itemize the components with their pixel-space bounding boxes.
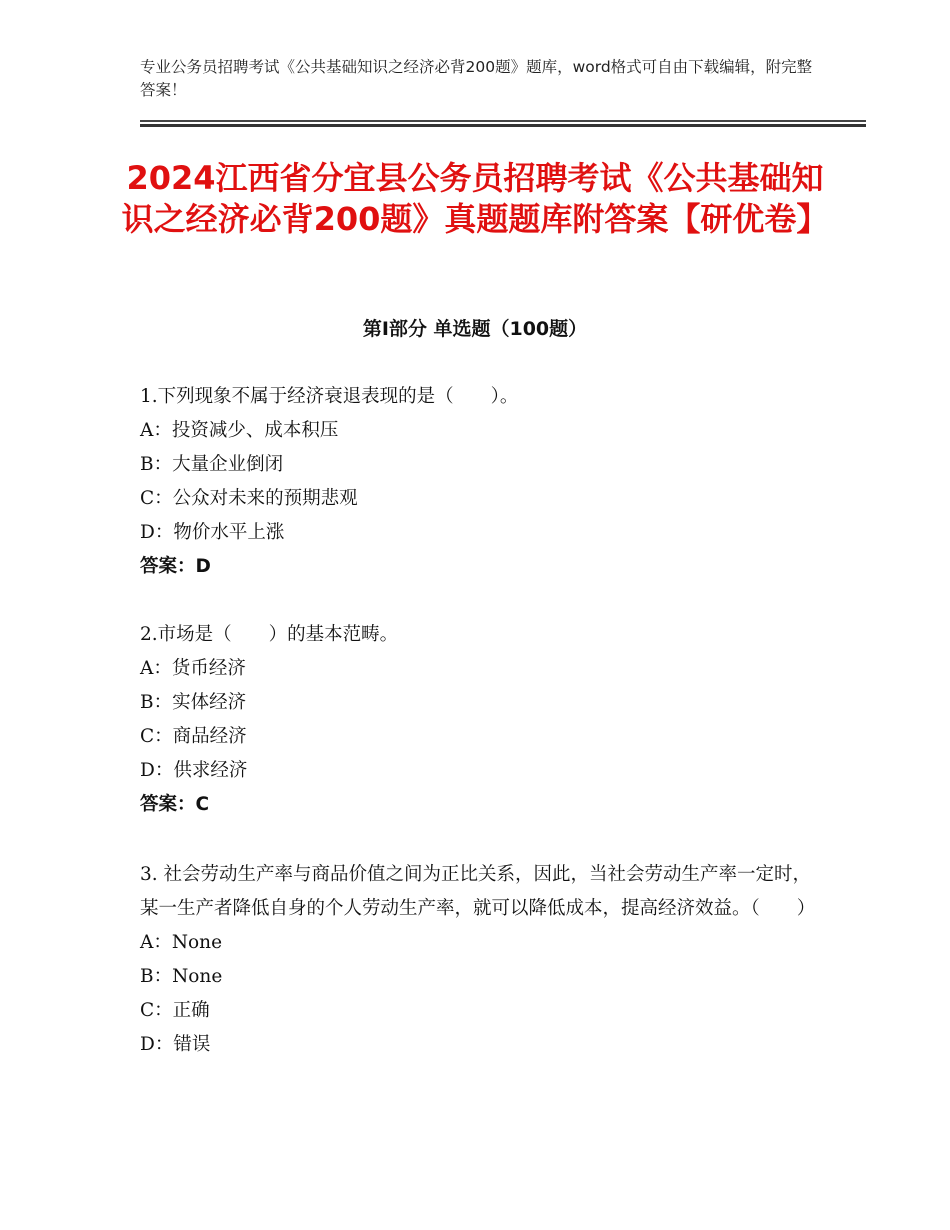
document-title: 2024江西省分宜县公务员招聘考试《公共基础知识之经济必背200题》真题题库附答案【研优卷】 — [121, 159, 829, 238]
option-c: C：公众对未来的预期悲观 — [140, 488, 358, 509]
question-1 — [140, 380, 820, 584]
option-b: B：大量企业倒闭 — [140, 454, 284, 475]
answer: 答案：C — [140, 794, 210, 815]
option-c: C：正确 — [140, 1000, 210, 1021]
option-a: A：货币经济 — [140, 658, 246, 679]
question-3 — [140, 858, 816, 1062]
option-d: D：物价水平上涨 — [140, 522, 285, 543]
option-b: B：None — [140, 966, 223, 987]
question-2 — [140, 618, 820, 822]
question-stem: 1.下列现象不属于经济衰退表现的是（ ）。 — [140, 386, 519, 407]
question-stem: 3. 社会劳动生产率与商品价值之间为正比关系，因此，当社会劳动生产率一定时，某一生产者降低自身的个人劳动生产率，就可以降低成本，提高经济效益。（ ） — [140, 864, 816, 919]
option-d: D：错误 — [140, 1034, 211, 1055]
header-note: 专业公务员招聘考试《公共基础知识之经济必背200题》题库，word格式可自由下载编辑，附完整答案！ — [140, 58, 813, 99]
question-stem: 2.市场是（ ）的基本范畴。 — [140, 624, 399, 645]
option-a: A：None — [140, 932, 223, 953]
answer: 答案：D — [140, 556, 211, 577]
header-rule-thin — [140, 120, 866, 122]
option-d: D：供求经济 — [140, 760, 248, 781]
option-c: C：商品经济 — [140, 726, 247, 747]
section-title: 第Ⅰ部分 单选题（100题） — [362, 318, 588, 340]
header-rule-thick — [140, 124, 866, 127]
option-a: A：投资减少、成本积压 — [140, 420, 339, 441]
option-b: B：实体经济 — [140, 692, 247, 713]
